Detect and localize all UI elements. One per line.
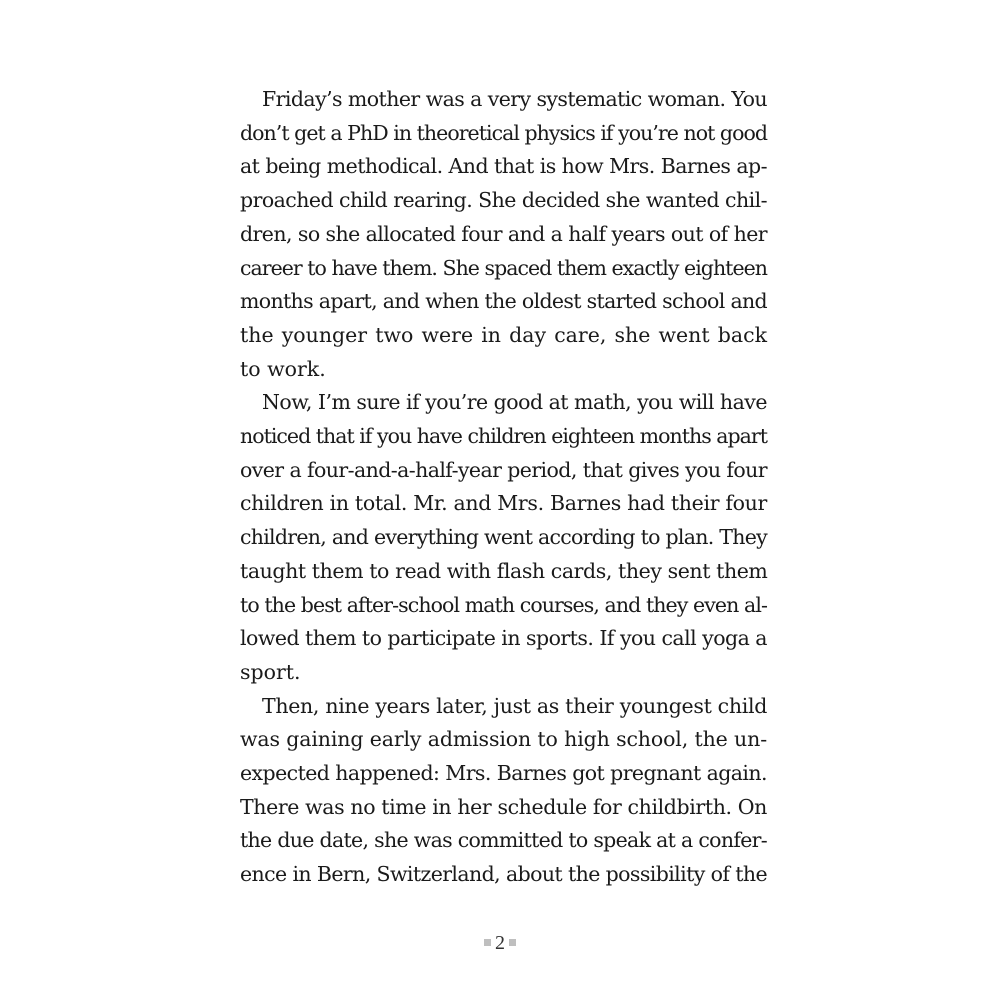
text-line: sport. [240, 659, 301, 684]
text-line: to the best after-school math courses, and they even al- [240, 592, 767, 617]
text-line: There was no time in her schedule for childbirth. On [240, 794, 768, 819]
paragraph-3 [240, 690, 767, 892]
text-line: proached child rearing. She decided she wanted chil- [240, 188, 768, 213]
paragraph-1 [240, 83, 767, 386]
text-line: lowed them to participate in sports. If you call yoga a [240, 626, 767, 651]
text-line: the younger two were in day care, she went back [240, 322, 767, 347]
text-line: expected happened: Mrs. Barnes got pregnant again. [240, 761, 767, 786]
text-line: taught them to read with flash cards, they sent them [240, 558, 768, 583]
text-line: was gaining early admission to high school, the un- [240, 727, 767, 752]
text-line: Friday’s mother was a very systematic woman. You [262, 87, 768, 111]
text-line: dren, so she allocated four and a half years out of her [240, 221, 768, 246]
text-line: children, and everything went according to plan. They [240, 525, 767, 550]
text-line: career to have them. She spaced them exactly eighteen [240, 255, 767, 280]
text-line: children in total. Mr. and Mrs. Barnes had their four [240, 491, 767, 516]
page-footer [0, 932, 1000, 955]
folio-ornament-left [484, 939, 491, 946]
body-text [240, 83, 767, 892]
text-line: months apart, and when the oldest started school and [240, 289, 767, 314]
text-line: over a four-and-a-half-year period, that gives you four [240, 457, 768, 482]
text-line: don’t get a PhD in theoretical physics if you’re not good [240, 120, 767, 145]
text-line: Then, nine years later, just as their youngest child [262, 693, 767, 718]
paragraph-2 [240, 386, 767, 689]
text-line: Now, I’m sure if you’re good at math, you will have [262, 390, 767, 415]
folio-ornament-right [509, 939, 516, 946]
text-line: at being methodical. And that is how Mrs. Barnes ap- [240, 154, 768, 179]
text-line: ence in Bern, Switzerland, about the possibility of the [240, 862, 768, 887]
text-line: the due date, she was committed to speak at a confer- [240, 828, 767, 853]
text-line: to work. [240, 356, 326, 381]
text-line: noticed that if you have children eighteen months apart [240, 424, 767, 449]
page-number: 2 [495, 932, 505, 954]
